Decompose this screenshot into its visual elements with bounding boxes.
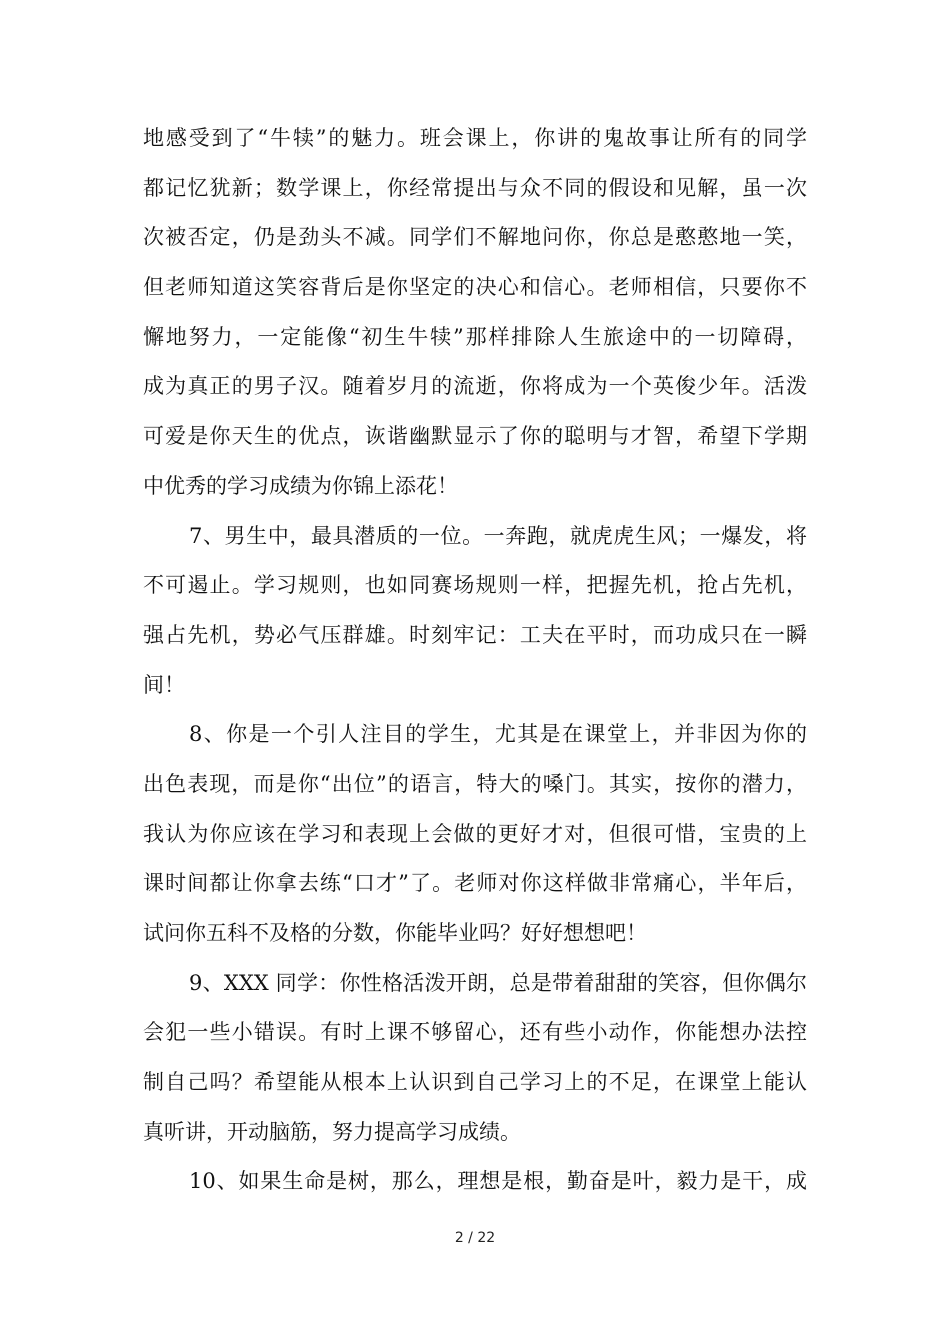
text-line: 地感受到了“牛犊”的魅力。班会课上，你讲的鬼故事让所有的同学 (143, 126, 807, 150)
text-line: 次被否定，仍是劲头不减。同学们不解地问你，你总是憨憨地一笑， (143, 225, 807, 250)
document-body (143, 114, 807, 1207)
text-line: 课时间都让你拿去练“口才”了。老师对你这样做非常痛心，半年后， (143, 871, 807, 896)
text-line: 但老师知道这笑容背后是你坚定的决心和信心。老师相信，只要你不 (143, 275, 807, 300)
text-line: 可爱是你天生的优点，诙谐幽默显示了你的聪明与才智，希望下学期 (143, 424, 807, 449)
text-line: 我认为你应该在学习和表现上会做的更好才对，但很可惜，宝贵的上 (143, 821, 807, 846)
text-line: 试问你五科不及格的分数，你能毕业吗？好好想想吧！ (143, 921, 647, 945)
text-line: 强占先机，势必气压群雄。时刻牢记：工夫在平时，而功成只在一瞬 (143, 622, 807, 647)
text-line: 成为真正的男子汉。随着岁月的流逝，你将成为一个英俊少年。活泼 (143, 374, 807, 399)
page-indicator: 2 / 22 (454, 1230, 496, 1246)
text-line: 懈地努力，一定能像“初生牛犊”那样排除人生旅途中的一切障碍， (143, 324, 807, 349)
text-line: 不可遏止。学习规则，也如同赛场规则一样，把握先机，抢占先机， (143, 573, 807, 598)
text-line: 都记忆犹新；数学课上，你经常提出与众不同的假设和见解，虽一次 (143, 175, 807, 200)
text-line: 会犯一些小错误。有时上课不够留心，还有些小动作，你能想办法控 (143, 1020, 807, 1045)
paragraph-start-line: 7、男生中，最具潜质的一位。一奔跑，就虎虎生风；一爆发，将 (189, 523, 807, 548)
text-line: 制自己吗？希望能从根本上认识到自己学习上的不足，在课堂上能认 (143, 1070, 807, 1095)
text-line: 真听讲，开动脑筋，努力提高学习成绩。 (143, 1119, 521, 1144)
text-line: 中优秀的学习成绩为你锦上添花！ (143, 473, 458, 498)
text-line: 出色表现，而是你“出位”的语言，特大的嗓门。其实，按你的潜力， (143, 771, 807, 796)
paragraph-start-line: 8、你是一个引人注目的学生，尤其是在课堂上，并非因为你的 (189, 722, 807, 747)
paragraph-start-line: 9、XXX 同学：你性格活泼开朗，总是带着甜甜的笑容，但你偶尔 (189, 970, 807, 995)
text-line: 间！ (143, 672, 185, 697)
paragraph-start-line: 10、如果生命是树，那么，理想是根，勤奋是叶，毅力是干，成 (189, 1169, 807, 1194)
